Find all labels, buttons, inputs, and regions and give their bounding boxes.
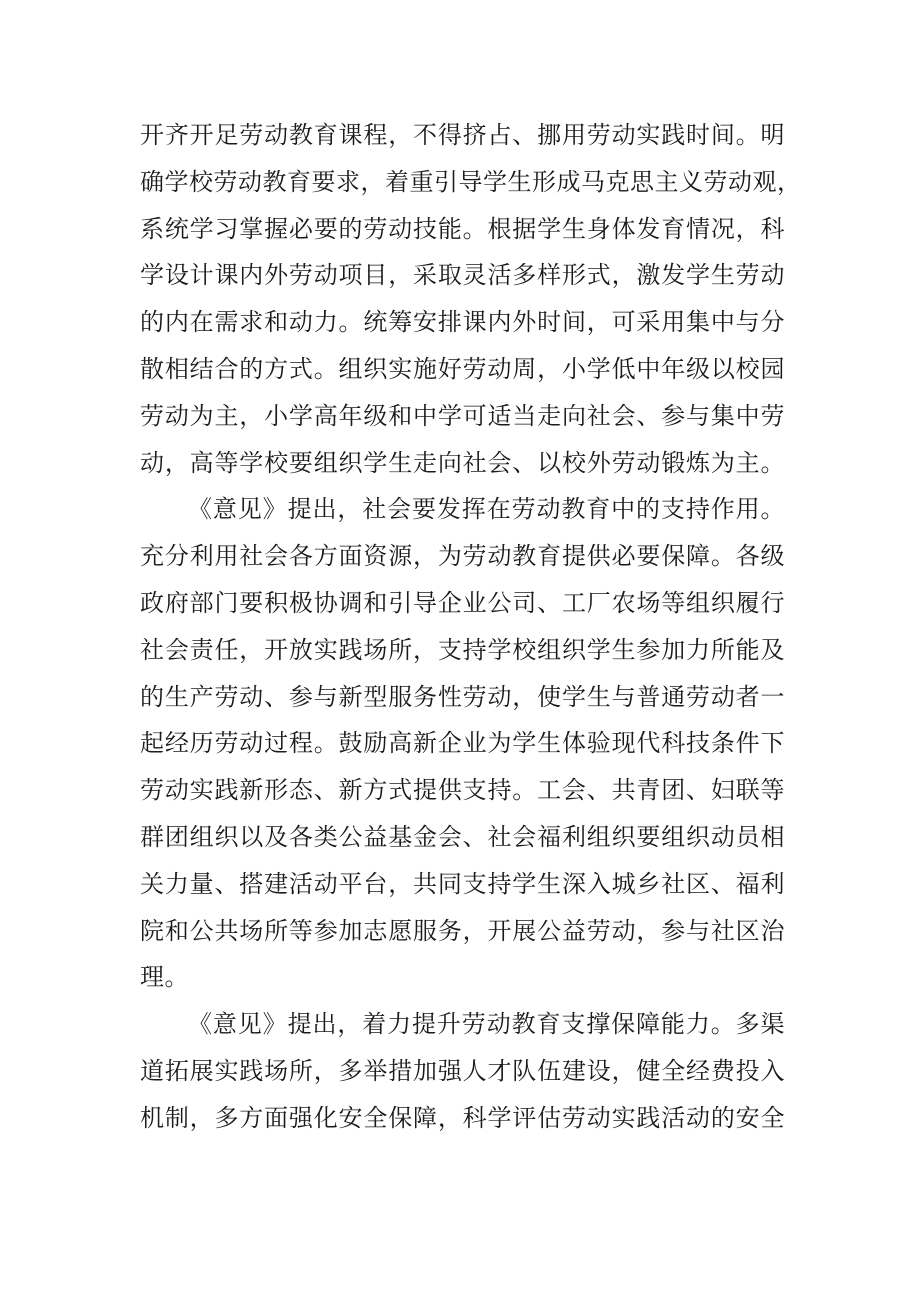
text-line: 的内在需求和动力。统筹安排课内外时间，可采用集中与分 xyxy=(140,308,785,337)
paragraph-start-line: 《意见》提出，着力提升劳动教育支撑保障能力。多渠 xyxy=(188,1010,785,1039)
text-line: 理。 xyxy=(140,963,189,992)
text-line: 机制，多方面强化安全保障，科学评估劳动实践活动的安全 xyxy=(140,1103,785,1132)
text-line: 劳动为主，小学高年级和中学可适当走向社会、参与集中劳 xyxy=(140,401,785,430)
document-body xyxy=(140,112,802,1142)
text-line: 政府部门要积极协调和引导企业公司、工厂农场等组织履行 xyxy=(140,588,785,617)
paragraph-start-line: 《意见》提出，社会要发挥在劳动教育中的支持作用。 xyxy=(188,495,785,524)
text-line: 学设计课内外劳动项目，采取灵活多样形式，激发学生劳动 xyxy=(140,261,785,290)
text-line: 院和公共场所等参加志愿服务，开展公益劳动，参与社区治 xyxy=(140,916,785,945)
text-line: 散相结合的方式。组织实施好劳动周，小学低中年级以校园 xyxy=(140,354,785,383)
text-line: 道拓展实践场所，多举措加强人才队伍建设，健全经费投入 xyxy=(140,1056,785,1085)
text-line: 动，高等学校要组织学生走向社会、以校外劳动锻炼为主。 xyxy=(140,448,785,477)
text-line: 劳动实践新形态、新方式提供支持。工会、共青团、妇联等 xyxy=(140,776,785,805)
text-line: 群团组织以及各类公益基金会、社会福利组织要组织动员相 xyxy=(140,822,785,851)
text-line: 起经历劳动过程。鼓励高新企业为学生体验现代科技条件下 xyxy=(140,729,785,758)
text-line: 社会责任，开放实践场所，支持学校组织学生参加力所能及 xyxy=(140,635,785,664)
text-line: 关力量、搭建活动平台，共同支持学生深入城乡社区、福利 xyxy=(140,869,785,898)
text-line: 系统学习掌握必要的劳动技能。根据学生身体发育情况，科 xyxy=(140,214,785,243)
text-line: 充分利用社会各方面资源，为劳动教育提供必要保障。各级 xyxy=(140,542,785,571)
text-line: 的生产劳动、参与新型服务性劳动，使学生与普通劳动者一 xyxy=(140,682,785,711)
text-line: 开齐开足劳动教育课程，不得挤占、挪用劳动实践时间。明 xyxy=(140,121,785,149)
text-line: 确学校劳动教育要求，着重引导学生形成马克思主义劳动观， xyxy=(140,167,802,196)
